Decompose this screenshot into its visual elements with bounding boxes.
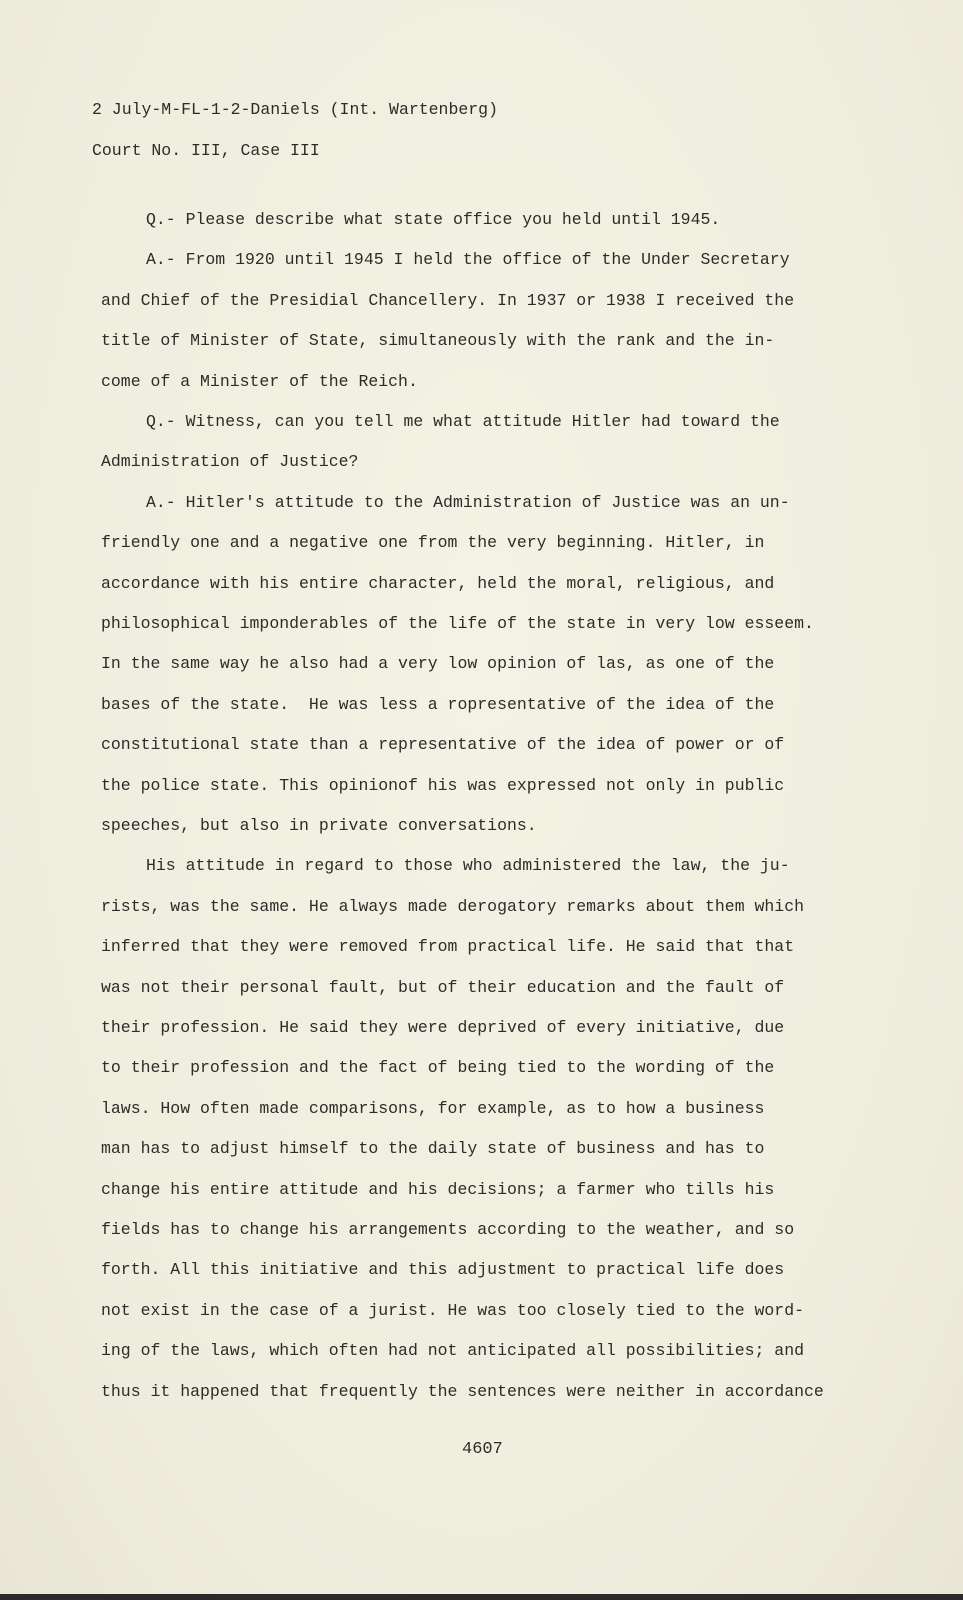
text-line: to their profession and the fact of being tied to the wording of the (101, 1058, 775, 1078)
text-line: laws. How often made comparisons, for example, as to how a business (101, 1098, 765, 1118)
header-line-1: 2 July-M-FL-1-2-Daniels (Int. Wartenberg) (92, 100, 498, 119)
text-line: forth. All this initiative and this adjustment to practical life does (101, 1260, 785, 1280)
text-line: and Chief of the Presidial Chancellery. In 1937 or 1938 I received the (101, 290, 795, 310)
paragraph-start-line: A.- Hitler's attitude to the Administration of Justice was an un- (146, 492, 790, 512)
paragraph-start-line: His attitude in regard to those who administered the law, the ju- (146, 856, 790, 876)
text-line: title of Minister of State, simultaneously with the rank and the in- (101, 331, 775, 351)
text-line: bases of the state. He was less a ropresentative of the idea of the (101, 694, 775, 714)
text-line: Administration of Justice? (101, 452, 359, 472)
text-line: philosophical imponderables of the life of the state in very low esseem. (101, 614, 814, 633)
text-line: change his entire attitude and his decisions; a farmer who tills his (101, 1179, 775, 1199)
paragraph-start-line: Q.- Please describe what state office you held until 1945. (146, 210, 721, 229)
text-line: was not their personal fault, but of their education and the fault of (101, 977, 785, 997)
text-line: come of a Minister of the Reich. (101, 371, 418, 391)
text-line: thus it happened that frequently the sentences were neither in accordance (101, 1381, 824, 1401)
text-line: friendly one and a negative one from the very beginning. Hitler, in (101, 533, 765, 553)
text-line: fields has to change his arrangements according to the weather, and so (101, 1220, 795, 1239)
text-line: accordance with his entire character, held the moral, religious, and (101, 573, 775, 593)
text-line: speeches, but also in private conversations. (101, 816, 537, 835)
text-line: man has to adjust himself to the daily state of business and has to (101, 1139, 765, 1159)
header-line-2: Court No. III, Case III (92, 141, 320, 160)
scan-edge (0, 1594, 963, 1600)
text-line: ing of the laws, which often had not anticipated all possibilities; and (101, 1341, 805, 1361)
text-line: rists, was the same. He always made derogatory remarks about them which (101, 896, 805, 916)
text-line: inferred that they were removed from practical life. He said that that (101, 937, 795, 957)
paragraph-start-line: Q.- Witness, can you tell me what attitude Hitler had toward the (146, 412, 780, 431)
text-line: their profession. He said they were deprived of every initiative, due (101, 1018, 785, 1037)
text-line: not exist in the case of a jurist. He was too closely tied to the word- (101, 1300, 805, 1320)
page-number: 4607 (462, 1440, 503, 1459)
text-line: the police state. This opinionof his was expressed not only in public (101, 775, 785, 795)
text-line: constitutional state than a representative of the idea of power or of (101, 735, 785, 755)
paragraph-start-line: A.- From 1920 until 1945 I held the office of the Under Secretary (146, 250, 790, 270)
text-line: In the same way he also had a very low opinion of las, as one of the (101, 654, 775, 674)
